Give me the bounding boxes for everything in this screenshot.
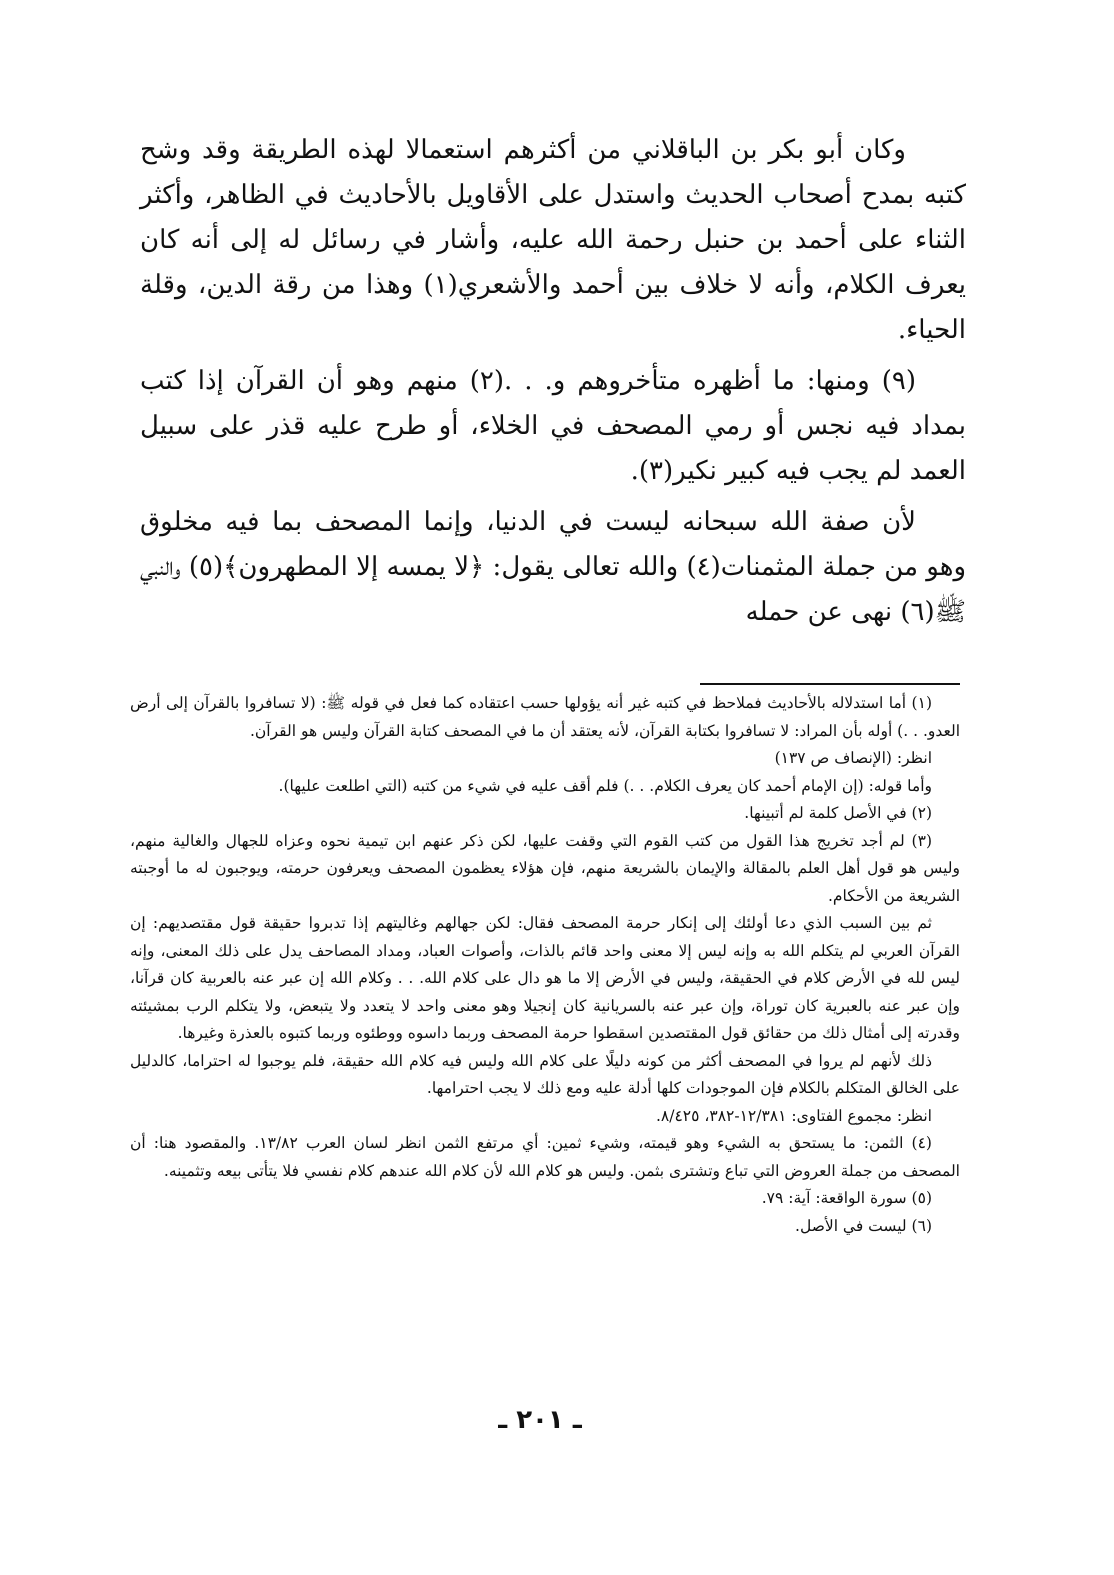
main-paragraph-2: (٩) ومنها: ما أظهره متأخروهم و. . .(٢) منهم وهو أن القرآن إذا كتب بمداد فيه نجس أو رمي المصحف في الخلاء، أو طرح عليه قذر على سبيل العمد لم يجب فيه كبير نكير(٣).	[140, 366, 966, 486]
footnotes	[130, 690, 960, 1240]
footnote-1: (١) أما استدلاله بالأحاديث فملاحظ في كتبه غير أنه يؤولها حسب اعتقاده كما فعل في قوله ﷺ: (لا تسافروا بالقرآن إلى أرض العدو. . .) أوله بأن المراد: لا تسافروا بكتابة القرآن، لأنه يعتقد أن ما في المصحف كتابة القرآن وليس هو القرآن.	[130, 694, 960, 740]
main-text	[140, 128, 966, 641]
footnote-5: (٥) سورة الواقعة: آية: ٧٩.	[761, 1189, 932, 1207]
page-number: ـ ٢٠١ ـ	[498, 1405, 582, 1435]
footnote-separator	[700, 683, 960, 685]
footnote-3-reference: انظر: مجموع الفتاوى: ١٢/٣٨١-٣٨٢، ٨/٤٢٥.	[655, 1106, 932, 1125]
footnote-1-continuation: وأما قوله: (إن الإمام أحمد كان يعرف الكلام. . .) فلم أقف عليه في شيء من كتبه (التي اطلعت عليها).	[278, 776, 932, 795]
footnote-1-reference: انظر: (الإنصاف ص ١٣٧)	[774, 749, 932, 767]
main-paragraph-3: لأن صفة الله سبحانه ليست في الدنيا، وإنما المصحف بما فيه مخلوق وهو من جملة المثمنات(٤) والله تعالى يقول: ﴿لا يمسه إلا المطهرون﴾(٥) والنبي ﷺ(٦) نهى عن حمله	[140, 507, 966, 627]
footnote-4: (٤) الثمن: ما يستحق به الشيء وهو قيمته، وشيء ثمين: أي مرتفع الثمن انظر لسان العرب ١٣/٨٢. والمقصود هنا: أن المصحف من جملة العروض التي تباع وتشترى بثمن. وليس هو كلام الله لأن كلام الله عندهم كلام نفسي فلا يتأتى بيعه وتثمينه.	[130, 1134, 960, 1180]
footnote-6: (٦) ليست في الأصل.	[795, 1216, 932, 1235]
footnote-3: (٣) لم أجد تخريج هذا القول من كتب القوم التي وقفت عليها، لكن ذكر عنهم ابن تيمية نحوه وعزاه للجهال والغالية منهم، وليس هو قول أهل العلم بالمقالة والإيمان بالشريعة منهم، فإن هؤلاء يعظمون المصحف ويعرفون حرمته، ويوجبون له ما أوجبته الشريعة من الأحكام.	[130, 831, 960, 905]
footnote-3-conclusion: ذلك لأنهم لم يروا في المصحف أكثر من كونه دليلًا على كلام الله وليس فيه كلام الله حقيقة، فلم يوجبوا له احتراما، كالدليل على الخالق المتكلم بالكلام فإن الموجودات كلها أدلة عليه ومع ذلك لا يجب احترامها.	[130, 1051, 960, 1097]
footnote-2: (٢) في الأصل كلمة لم أتبينها.	[744, 804, 932, 822]
main-paragraph-1: وكان أبو بكر بن الباقلاني من أكثرهم استعمالا لهذه الطريقة وقد وشح كتبه بمدح أصحاب الحديث واستدل على الأقاويل بالأحاديث في الظاهر، وأكثر الثناء على أحمد بن حنبل رحمة الله عليه، وأشار في رسائل له إلى أنه كان يعرف الكلام، وأنه لا خلاف بين أحمد والأشعري(١) وهذا من رقة الدين، وقلة الحياء.	[140, 135, 966, 345]
footnote-3-continuation: ثم بين السبب الذي دعا أولئك إلى إنكار حرمة المصحف فقال: لكن جهالهم وغاليتهم إذا تدبروا حقيقة قول مقتصديهم: إن القرآن العربي لم يتكلم الله به وإنه ليس إلا معنى واحد قائم بالذات، وأصوات العباد، ومداد المصاحف يدل على ذلك المعنى، وإنه ليس لله في الأرض كلام في الحقيقة، وليس في الأرض إلا ما هو دال على كلام الله. . . وكلام الله إن عبر عنه بالعربية كان قرآنا، وإن عبر عنه بالعبرية كان توراة، وإن عبر عنه بالسريانية كان إنجيلا وهو معنى واحد لا يتعدد ولا يتبعض، ولا يتكلم الرب بمشيئته وقدرته إلى أمثال ذلك من حقائق قول المقتصدين اسقطوا حرمة المصحف وربما داسوه ووطئوه وربما كتبوه بالعذرة وغيرها.	[130, 914, 960, 1042]
